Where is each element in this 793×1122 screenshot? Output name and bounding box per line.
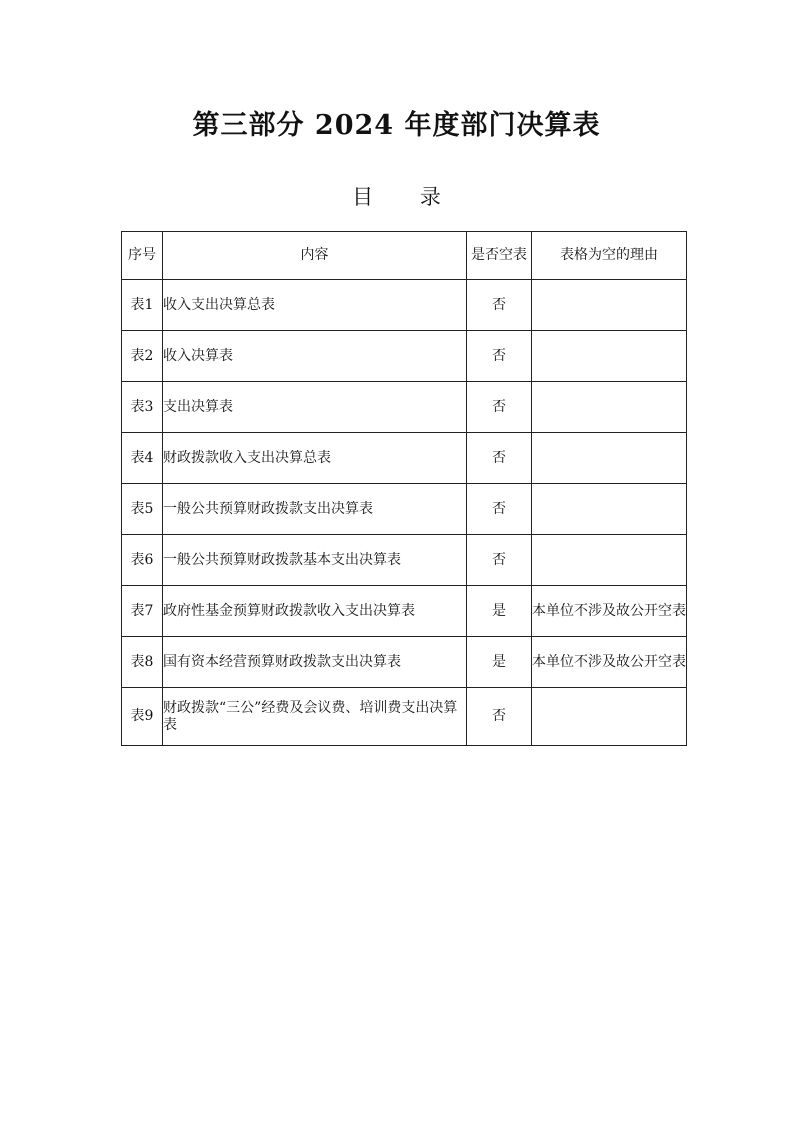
row-reason [532,280,687,331]
header-reason: 表格为空的理由 [532,232,687,280]
toc-heading: 目 录 [352,185,461,209]
row-is-empty: 否 [467,280,532,331]
header-content: 内容 [163,232,467,280]
table-row [122,586,687,637]
row-reason [532,484,687,535]
row-seq: 表9 [122,688,163,746]
row-content: 收入决算表 [163,331,467,382]
row-seq: 表8 [122,637,163,688]
row-content: 政府性基金预算财政拨款收入支出决算表 [163,586,467,637]
row-reason [532,433,687,484]
row-content: 收入支出决算总表 [163,280,467,331]
table-row [122,382,687,433]
header-seq: 序号 [122,232,163,280]
row-content: 财政拨款“三公”经费及会议费、培训费支出决算表 [163,688,467,746]
row-reason [532,331,687,382]
row-content: 财政拨款收入支出决算总表 [163,433,467,484]
row-seq: 表4 [122,433,163,484]
row-content: 支出决算表 [163,382,467,433]
row-content: 一般公共预算财政拨款支出决算表 [163,484,467,535]
row-seq: 表3 [122,382,163,433]
table-header-row [122,232,687,280]
row-reason: 本单位不涉及故公开空表 [532,586,687,637]
toc-table [121,231,687,746]
table-row [122,280,687,331]
table-row [122,637,687,688]
table-row [122,535,687,586]
row-is-empty: 是 [467,586,532,637]
row-is-empty: 是 [467,637,532,688]
row-is-empty: 否 [467,484,532,535]
row-reason: 本单位不涉及故公开空表 [532,637,687,688]
row-seq: 表2 [122,331,163,382]
row-reason [532,535,687,586]
row-is-empty: 否 [467,433,532,484]
row-content: 国有资本经营预算财政拨款支出决算表 [163,637,467,688]
row-seq: 表6 [122,535,163,586]
row-reason [532,382,687,433]
row-reason [532,688,687,746]
row-is-empty: 否 [467,535,532,586]
table-row [122,433,687,484]
row-content: 一般公共预算财政拨款基本支出决算表 [163,535,467,586]
table-row [122,688,687,746]
page-title: 第三部分 2024 年度部门决算表 [192,110,601,141]
row-seq: 表7 [122,586,163,637]
header-is-empty: 是否空表 [467,232,532,280]
table-row [122,484,687,535]
row-is-empty: 否 [467,331,532,382]
row-seq: 表5 [122,484,163,535]
row-seq: 表1 [122,280,163,331]
row-is-empty: 否 [467,688,532,746]
table-row [122,331,687,382]
row-is-empty: 否 [467,382,532,433]
